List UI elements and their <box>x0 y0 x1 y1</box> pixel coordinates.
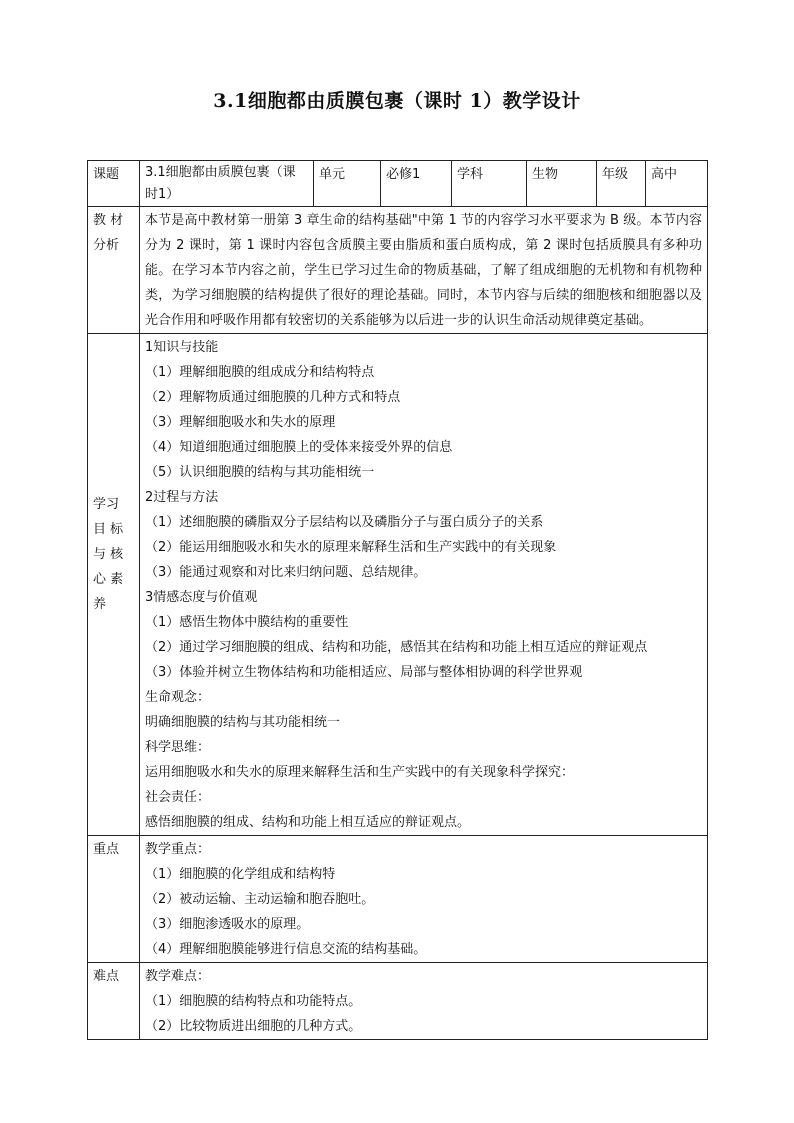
objective-line: （3）理解细胞吸水和失水的原理 <box>145 415 336 430</box>
objective-line: （5）认识细胞膜的结构与其功能相统一 <box>145 465 375 480</box>
topic-label: 课题 <box>88 161 140 207</box>
difficult-points-row <box>88 963 708 1040</box>
analysis-text: 本节是高中教材第一册第 3 章生命的结构基础"中第 1 节的内容学习水平要求为 B 级。本节内容分为 2 课时，第 1 课时内容包含质膜主要由脂质和蛋白质构成，第 2 课时包括质膜具有多种功能。在学习本节内容之前，学生已学习过生命的物质基础，了解了组成细胞的无机物和有机物种类，为学习细胞膜的结构提供了很好的理论基础。同时，本节内容与后续的细胞核和细胞器以及光合作用和呼吸作用都有较密切的关系能够为以后进一步的认识生命活动规律奠定基础。 <box>140 207 708 334</box>
grade-label: 年级 <box>597 161 646 207</box>
analysis-label: 教 材 分析 <box>88 207 140 334</box>
objective-line: 社会责任： <box>145 790 211 805</box>
subject-label: 学科 <box>452 161 527 207</box>
objective-line: 感悟细胞膜的组成、结构和功能上相互适应的辩证观点。 <box>145 815 471 830</box>
objective-line: （1）理解细胞膜的组成成分和结构特点 <box>145 365 375 380</box>
objectives-label: 学习 目 标 与 核 心 素 养 <box>88 334 140 836</box>
grade-value: 高中 <box>646 161 708 207</box>
unit-label: 单元 <box>314 161 381 207</box>
objective-line: （4）知道细胞通过细胞膜上的受体来接受外界的信息 <box>145 440 453 455</box>
key-point-line: （2）被动运输、主动运输和胞吞胞吐。 <box>145 892 375 907</box>
key-points-row <box>88 836 708 963</box>
objective-line: 1知识与技能 <box>145 340 219 355</box>
objective-line: 运用细胞吸水和失水的原理来解释生活和生产实践中的有关现象科学探究： <box>145 765 575 780</box>
difficult-point-line: （1）细胞膜的结构特点和功能特点。 <box>145 994 362 1009</box>
objective-line: （3）体验并树立生物体结构和功能相适应、局部与整体相协调的科学世界观 <box>145 665 583 680</box>
difficult-points-content <box>140 963 708 1040</box>
lesson-plan-table <box>87 160 708 1040</box>
key-point-line: （4）理解细胞膜能够进行信息交流的结构基础。 <box>145 942 427 957</box>
document-title: 3.1细胞都由质膜包裹（课时 1）教学设计 <box>213 90 581 112</box>
objective-line: （2）理解物质通过细胞膜的几种方式和特点 <box>145 390 401 405</box>
key-points-content <box>140 836 708 963</box>
analysis-row <box>88 207 708 334</box>
topic-value: 3.1细胞都由质膜包裹（课时1） <box>140 161 314 207</box>
objectives-content <box>140 334 708 836</box>
key-point-line: （3）细胞渗透吸水的原理。 <box>145 917 310 932</box>
objective-line: （3）能通过观察和对比来归纳问题、总结规律。 <box>145 565 427 580</box>
difficult-point-line: 教学难点： <box>145 969 211 984</box>
objective-line: （1）述细胞膜的磷脂双分子层结构以及磷脂分子与蛋白质分子的关系 <box>145 515 544 530</box>
key-point-line: 教学重点： <box>145 842 211 857</box>
key-point-line: （1）细胞膜的化学组成和结构特 <box>145 867 336 882</box>
difficult-point-line: （2）比较物质进出细胞的几种方式。 <box>145 1019 362 1034</box>
subject-value: 生物 <box>527 161 597 207</box>
unit-value: 必修1 <box>381 161 452 207</box>
objective-line: （2）通过学习细胞膜的组成、结构和功能，感悟其在结构和功能上相互适应的辩证观点 <box>145 640 648 655</box>
objective-line: （2）能运用细胞吸水和失水的原理来解释生活和生产实践中的有关现象 <box>145 540 557 555</box>
objective-line: 3情感态度与价值观 <box>145 590 258 605</box>
objective-line: 生命观念： <box>145 690 211 705</box>
objectives-row <box>88 334 708 836</box>
objective-line: 2过程与方法 <box>145 490 219 505</box>
objective-line: （1）感悟生物体中膜结构的重要性 <box>145 615 349 630</box>
key-points-label: 重点 <box>88 836 140 963</box>
difficult-points-label: 难点 <box>88 963 140 1040</box>
objective-line: 科学思维： <box>145 740 211 755</box>
objective-line: 明确细胞膜的结构与其功能相统一 <box>145 715 341 730</box>
header-row <box>88 161 708 207</box>
